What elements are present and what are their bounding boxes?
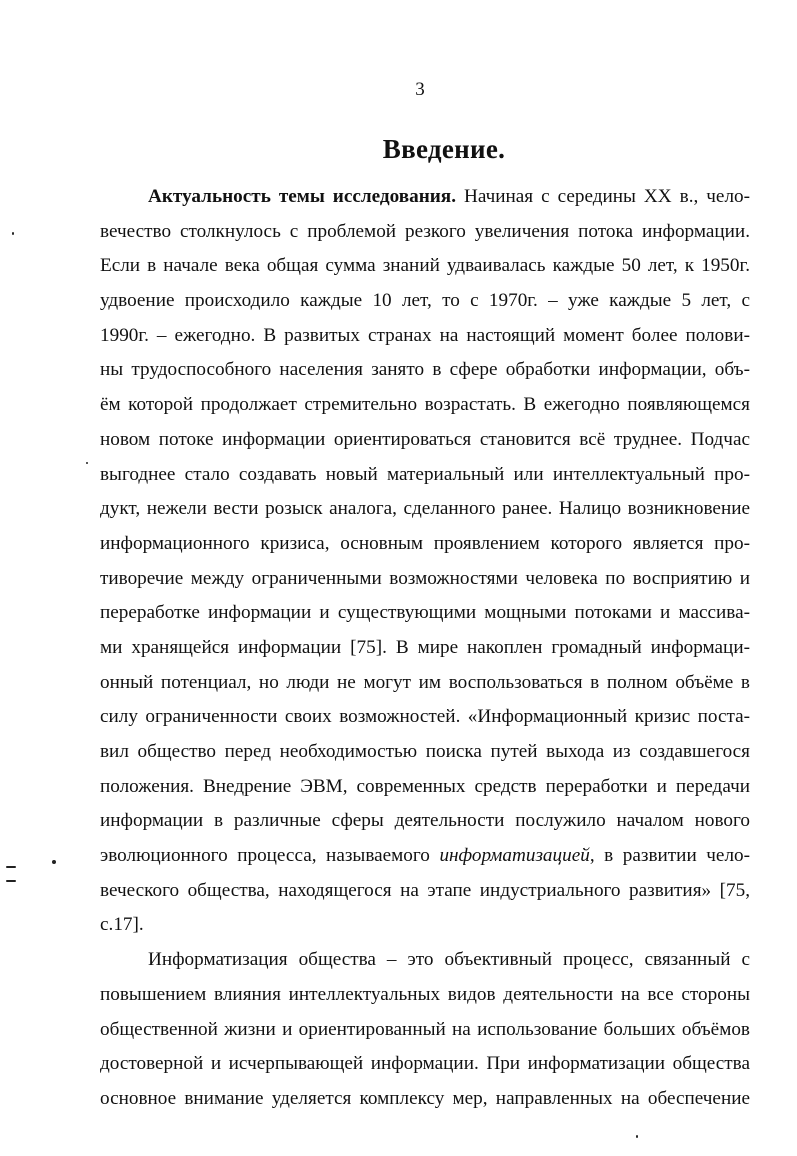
scan-speck <box>636 1135 638 1138</box>
informatization-term: информатизацией <box>439 845 590 867</box>
section-title: Введение. <box>382 134 506 164</box>
paragraph-1-line: ём которой продолжает стремительно возрастать. В ежегодно появляющемся <box>100 394 750 416</box>
paragraph-2-line: достоверной и исчерпывающей информации. При информатизации общества <box>100 1053 750 1075</box>
paragraph-1-line: вечество столкнулось с проблемой резкого увеличения потока информации. <box>100 220 750 242</box>
paragraph-1-line-italic: эволюционного процесса, называемого информатизацией, в развитии чело- <box>100 845 750 867</box>
relevance-heading: Актуальность темы исследования. <box>148 186 456 207</box>
scan-speck <box>86 462 88 464</box>
paragraph-1-line: информационного кризиса, основным проявлением которого является про- <box>100 532 750 554</box>
paragraph-2-line-1: Информатизация общества – это объективный процесс, связанный с <box>148 949 750 971</box>
paragraph-1-line: переработке информации и существующими мощными потоками и массива- <box>100 602 750 624</box>
paragraph-2-line: общественной жизни и ориентированный на использование больших объёмов <box>100 1018 750 1040</box>
page-number: 3 <box>415 79 425 100</box>
paragraph-1-line: новом потоке информации ориентироваться становится всё труднее. Подчас <box>100 428 750 450</box>
body-text <box>100 180 750 1117</box>
paragraph-1-line: онный потенциал, но люди не могут им воспользоваться в полном объёме в <box>100 671 750 693</box>
paragraph-1-line: 1990г. – ежегодно. В развитых странах на настоящий момент более полови- <box>100 324 750 346</box>
paragraph-1-line: вил общество перед необходимостью поиска путей выхода из создавшегося <box>100 741 750 762</box>
paragraph-1-line: информации в различные сферы деятельности послужило началом нового <box>100 810 750 832</box>
scan-speck <box>52 860 56 864</box>
paragraph-1-last-line: с.17]. <box>100 914 144 936</box>
paragraph-1-line-1: Актуальность темы исследования. Начиная с середины XX в., чело- <box>148 186 750 207</box>
paragraph-2-line: основное внимание уделяется комплексу мер, направленных на обеспечение <box>100 1087 750 1109</box>
paragraph-1-line: силу ограниченности своих возможностей. «Информационный кризис поста- <box>100 706 750 728</box>
paragraph-1-line: удвоение происходило каждые 10 лет, то с 1970г. – уже каждые 5 лет, с <box>100 290 750 312</box>
paragraph-2-line: повышением влияния интеллектуальных видов деятельности на все стороны <box>100 983 750 1005</box>
scan-speck <box>6 880 16 882</box>
paragraph-1-line: тиворечие между ограниченными возможностями человека по восприятию и <box>100 567 750 589</box>
paragraph-1-line: ны трудоспособного населения занято в сфере обработки информации, объ- <box>100 359 750 381</box>
paragraph-1-line: дукт, нежели вести розыск аналога, сделанного ранее. Налицо возникновение <box>100 498 750 520</box>
paragraph-1-line: веческого общества, находящегося на этапе индустриального развития» [75, <box>100 879 750 901</box>
paragraph-1-line: положения. Внедрение ЭВМ, современных средств переработки и передачи <box>100 775 750 797</box>
scan-speck <box>6 866 16 868</box>
scan-speck <box>12 232 14 235</box>
paragraph-1-line: ми хранящейся информации [75]. В мире накоплен громадный информаци- <box>100 636 750 658</box>
paragraph-1-line: Если в начале века общая сумма знаний удваивалась каждые 50 лет, к 1950г. <box>100 255 750 277</box>
paragraph-1-line: выгоднее стало создавать новый материальный или интеллектуальный про- <box>100 463 750 485</box>
